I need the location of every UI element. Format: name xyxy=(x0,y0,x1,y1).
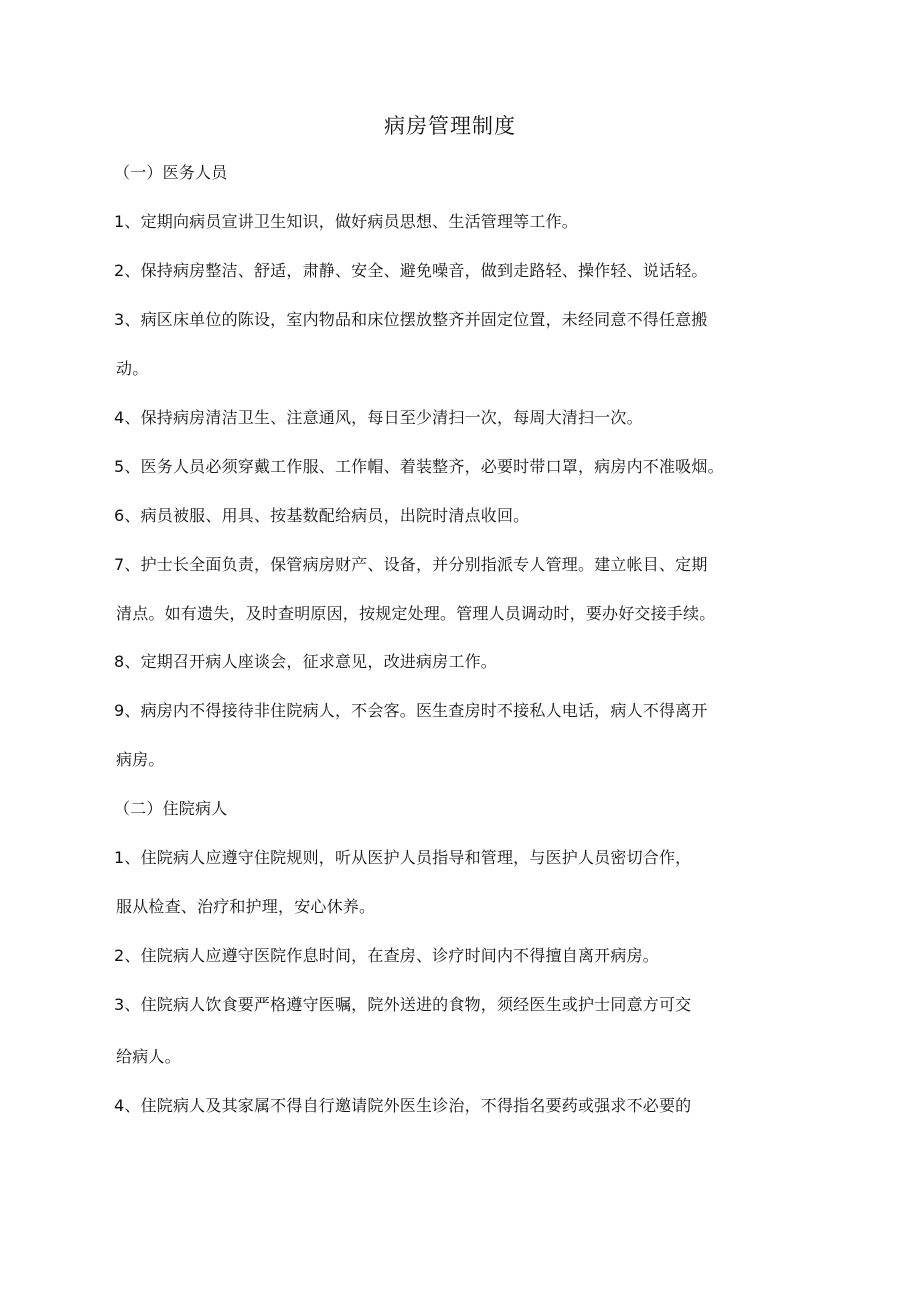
rule-line-continued: 服从检查、治疗和护理，安心休养。 xyxy=(116,897,376,916)
rule-line: 3、住院病人饮食要严格遵守医嘱，院外送进的食物，须经医生或护士同意方可交 xyxy=(114,995,692,1014)
rule-line: 2、住院病人应遵守医院作息时间，在查房、诊疗时间内不得擅自离开病房。 xyxy=(114,946,659,965)
section-heading-medical-staff: （一）医务人员 xyxy=(114,163,228,182)
rule-line-continued: 清点。如有遗失，及时查明原因，按规定处理。管理人员调动时，要办好交接手续。 xyxy=(116,604,716,623)
rule-line: 1、定期向病员宣讲卫生知识，做好病员思想、生活管理等工作。 xyxy=(114,212,578,231)
rule-line-continued: 动。 xyxy=(116,359,149,378)
rule-line: 7、护士长全面负责，保管病房财产、设备，并分别指派专人管理。建立帐目、定期 xyxy=(114,555,708,574)
rule-line: 8、定期召开病人座谈会，征求意见，改进病房工作。 xyxy=(114,652,497,671)
rule-line: 2、保持病房整洁、舒适，肃静、安全、避免噪音，做到走路轻、操作轻、说话轻。 xyxy=(114,261,708,280)
rule-line: 4、保持病房清洁卫生、注意通风，每日至少清扫一次，每周大清扫一次。 xyxy=(114,408,643,427)
document-title: 病房管理制度 xyxy=(384,114,516,138)
rule-line: 6、病员被服、用具、按基数配给病员，出院时清点收回。 xyxy=(114,506,530,525)
rule-line: 1、住院病人应遵守住院规则，听从医护人员指导和管理，与医护人员密切合作， xyxy=(114,848,692,867)
rule-line-continued: 给病人。 xyxy=(116,1047,181,1066)
rule-line-continued: 病房。 xyxy=(116,750,165,769)
rule-line: 9、病房内不得接待非住院病人，不会客。医生查房时不接私人电话，病人不得离开 xyxy=(114,701,708,720)
rule-line: 3、病区床单位的陈设，室内物品和床位摆放整齐并固定位置，未经同意不得任意搬 xyxy=(114,310,708,329)
rule-line: 5、医务人员必须穿戴工作服、工作帽、着装整齐，必要时带口罩，病房内不准吸烟。 xyxy=(114,457,724,476)
rule-line: 4、住院病人及其家属不得自行邀请院外医生诊治，不得指名要药或强求不必要的 xyxy=(114,1096,692,1115)
section-heading-inpatients: （二）住院病人 xyxy=(114,799,228,818)
